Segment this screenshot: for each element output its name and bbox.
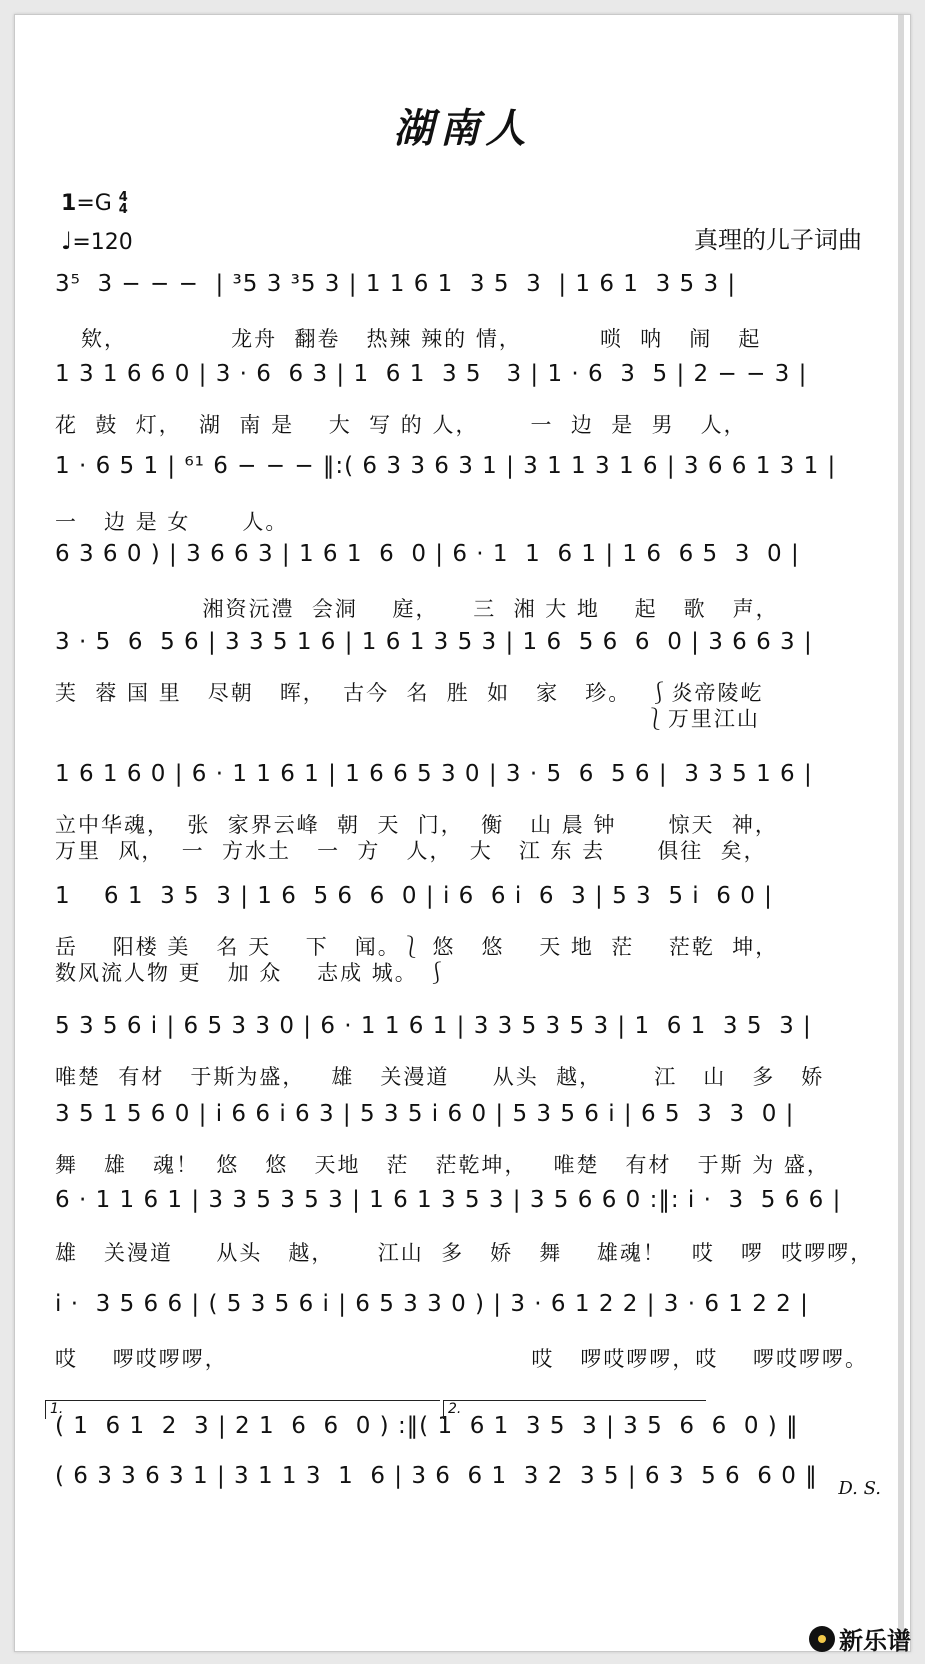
notation-line: 1 · 6 5 1 | ⁶¹ 6 − − − ‖:( 6 3 3 6 3 1 | 3 1 1 3 1 6 | 3 6 6 1 3 1 |	[55, 453, 837, 479]
volta-first: 1.	[45, 1400, 440, 1419]
notation-line: ( 1 6 1 2 3 | 2 1 6 6 0 ) :‖( 1 6 1 3 5 3 | 3 5 6 6 0 ) ‖	[55, 1413, 799, 1439]
logo-text: 新乐谱	[839, 1627, 911, 1655]
lyric-line: 湘资沅澧 会洞 庭， 三 湘 大 地 起 歌 声，	[55, 597, 779, 621]
notation-line: 6 · 1 1 6 1 | 3 3 5 3 5 3 | 1 6 1 3 5 3 | 3 5 6 6 0 :‖: i · 3 5 6 6 |	[55, 1187, 842, 1213]
score-sheet	[14, 14, 911, 1652]
lyric-line: 雄 关漫道 从头 越， 江山 多 娇 舞 雄魂！ 哎 啰 哎啰啰，	[55, 1241, 874, 1265]
key-name: =G	[76, 191, 112, 216]
page-edge	[898, 15, 904, 1651]
lyric-line: 岳 阳楼 美 名 天 下 闻。⎱ 悠 悠 天 地 茫 茫乾 坤，	[55, 935, 779, 959]
notation-line: 3 · 5 6 5 6 | 3 3 5 1 6 | 1 6 1 3 5 3 | 1 6 5 6 6 0 | 3 6 6 3 |	[55, 629, 813, 655]
composer-credit: 真理的儿子词曲	[694, 226, 862, 254]
lyric-line: 舞 雄 魂！ 悠 悠 天地 茫 茫乾坤， 唯楚 有材 于斯 为 盛，	[55, 1153, 830, 1177]
site-logo	[809, 1621, 911, 1656]
volta-second: 2.	[443, 1400, 706, 1419]
lyric-line: 芙 蓉 国 里 尽朝 晖， 古今 名 胜 如 家 珍。 ⎰炎帝陵屹	[55, 681, 764, 705]
lyric-line: 花 鼓 灯， 湖 南 是 大 写 的 人， 一 边 是 男 人，	[55, 413, 747, 437]
lyric-line: 数风流人物 更 加 众 志成 城。 ⎰	[55, 961, 450, 985]
lyric-line: 万里 风， 一 方水土 一 方 人， 大 江 东 去 俱往 矣，	[55, 839, 767, 863]
notation-line: 5 3 5 6 i | 6 5 3 3 0 | 6 · 1 1 6 1 | 3 3 5 3 5 3 | 1 6 1 3 5 3 |	[55, 1013, 812, 1039]
lyric-line: 哎 啰哎啰啰， 哎 啰哎啰啰，哎 啰哎啰啰。	[55, 1347, 869, 1371]
record-icon	[809, 1626, 835, 1652]
lyric-line: ⎱万里江山	[55, 707, 760, 731]
lyric-line: 立中华魂， 张 家界云峰 朝 天 门， 衡 山 晨 钟 惊天 神，	[55, 813, 778, 837]
notation-line: 1 3 1 6 6 0 | 3 · 6 6 3 | 1 6 1 3 5 3 | 1 · 6 3 5 | 2 − − 3 |	[55, 361, 808, 387]
key-signature	[61, 191, 128, 216]
score-title: 湖南人	[393, 105, 532, 152]
lyric-line: 欸， 龙舟 翻卷 热辣 辣的 情， 唢 呐 闹 起	[55, 327, 762, 351]
notation-line: ( 6 3 3 6 3 1 | 3 1 1 3 1 6 | 3 6 6 1 3 2 3 5 | 6 3 5 6 6 0 ‖	[55, 1463, 818, 1489]
lyric-line: 一 边 是 女 人。	[55, 510, 289, 534]
time-top: 4	[118, 190, 128, 205]
quarter-note-icon: ♩	[61, 227, 73, 255]
notation-line: 3⁵ 3 − − − | ³5 3 ³5 3 | 1 1 6 1 3 5 3 | 1 6 1 3 5 3 |	[55, 271, 737, 297]
time-signature	[119, 192, 128, 216]
tempo-mark	[61, 227, 133, 255]
tempo-value: =120	[72, 230, 133, 255]
notation-line: 3 5 1 5 6 0 | i 6 6 i 6 3 | 5 3 5 i 6 0 | 5 3 5 6 i | 6 5 3 3 0 |	[55, 1101, 795, 1127]
notation-line: 1 6 1 6 0 | 6 · 1 1 6 1 | 1 6 6 5 3 0 | 3 · 5 6 5 6 | 3 3 5 1 6 |	[55, 761, 813, 787]
key-degree: 1	[61, 191, 77, 216]
lyric-line: 唯楚 有材 于斯为盛， 雄 关漫道 从头 越， 江 山 多 娇	[55, 1065, 825, 1089]
notation-line: 6 3 6 0 ) | 3 6 6 3 | 1 6 1 6 0 | 6 · 1 1 6 1 | 1 6 6 5 3 0 |	[55, 541, 800, 567]
time-bottom: 4	[118, 202, 128, 217]
notation-line: 1 6 1 3 5 3 | 1 6 5 6 6 0 | i 6 6 i 6 3 | 5 3 5 i 6 0 |	[55, 883, 773, 909]
notation-line: i · 3 5 6 6 | ( 5 3 5 6 i | 6 5 3 3 0 ) | 3 · 6 1 2 2 | 3 · 6 1 2 2 |	[55, 1291, 809, 1317]
dal-segno-mark: D. S.	[838, 1478, 881, 1499]
